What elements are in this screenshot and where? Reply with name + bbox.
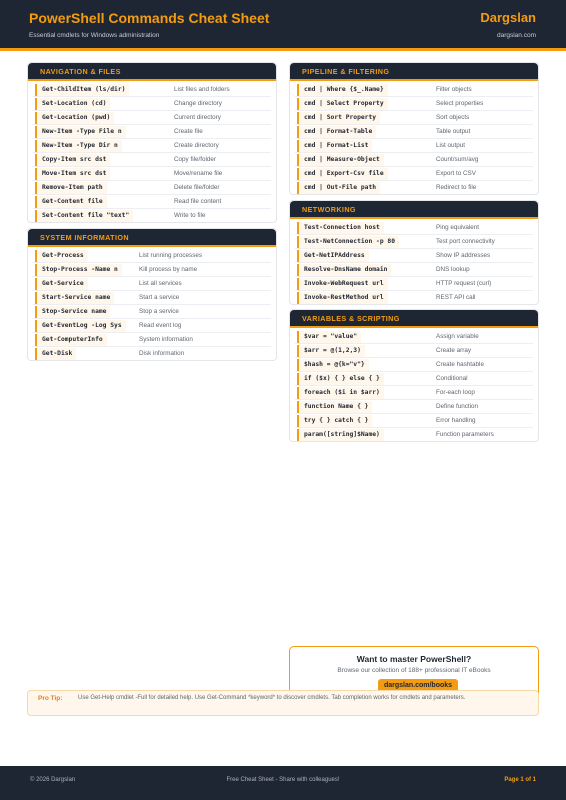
footer-page-number: Page 1 of 1	[504, 777, 536, 783]
command-code: Get-NetIPAddress	[297, 250, 369, 262]
command-code: Stop-Process -Name n	[35, 264, 122, 276]
command-code: Move-Item src dst	[35, 168, 110, 180]
command-code: Get-Disk	[35, 348, 76, 360]
command-code: $var = "value"	[297, 331, 361, 343]
command-description: Create file	[174, 128, 203, 135]
command-code: Get-Content file	[35, 196, 107, 208]
command-description: Delete file/folder	[174, 184, 220, 191]
command-description: Read event log	[139, 322, 182, 329]
brand-url: dargslan.com	[496, 32, 536, 39]
command-code: Get-Location (pwd)	[35, 112, 114, 124]
footer-copyright: © 2026 Dargslan	[30, 777, 76, 783]
command-description: Read file content	[174, 198, 222, 205]
command-description: System information	[139, 336, 193, 343]
command-code: cmd | Select Property	[297, 98, 388, 110]
command-description: List all services	[139, 280, 182, 287]
command-code: Resolve-DnsName domain	[297, 264, 391, 276]
command-row	[295, 428, 533, 442]
command-description: Sort objects	[436, 114, 470, 121]
section-header	[290, 63, 538, 79]
command-description: DNS lookup	[436, 266, 470, 273]
command-code: Remove-Item path	[35, 182, 107, 194]
command-row	[295, 125, 533, 139]
command-description: Function parameters	[436, 431, 494, 438]
command-list	[28, 79, 276, 223]
command-row	[33, 195, 271, 209]
section-title: PIPELINE & FILTERING	[302, 67, 390, 76]
command-description: Change directory	[174, 100, 222, 107]
command-row	[295, 153, 533, 167]
card-variables-scripting	[289, 309, 539, 442]
command-row	[33, 139, 271, 153]
books-link-button[interactable]: dargslan.com/books	[378, 679, 458, 693]
command-description: Disk information	[139, 350, 185, 357]
command-code: Get-EventLog -Log Sys	[35, 320, 126, 332]
command-row	[33, 333, 271, 347]
command-row	[295, 358, 533, 372]
command-code: Get-Process	[35, 250, 88, 262]
command-code: Set-Location (cd)	[35, 98, 110, 110]
command-code: Get-ComputerInfo	[35, 334, 107, 346]
command-code: Test-NetConnection -p 80	[297, 236, 399, 248]
command-row	[33, 319, 271, 333]
command-code: cmd | Where {$_.Name}	[297, 84, 388, 96]
card-navigation-files	[27, 62, 277, 223]
command-code: try { } catch { }	[297, 415, 372, 427]
command-description: Filter objects	[436, 86, 472, 93]
card-networking	[289, 200, 539, 305]
command-code: Invoke-RestMethod url	[297, 292, 388, 304]
command-row	[295, 372, 533, 386]
command-row	[295, 111, 533, 125]
command-code: param([string]$Name)	[297, 429, 384, 441]
command-row	[295, 235, 533, 249]
section-header	[28, 63, 276, 79]
command-code: cmd | Export-Csv file	[297, 168, 388, 180]
command-code: Test-Connection host	[297, 222, 384, 234]
command-row	[33, 291, 271, 305]
command-code: cmd | Format-List	[297, 140, 372, 152]
command-description: Assign variable	[436, 333, 479, 340]
command-description: Conditional	[436, 375, 468, 382]
command-code: Stop-Service name	[35, 306, 110, 318]
command-description: Create array	[436, 347, 471, 354]
command-description: Current directory	[174, 114, 221, 121]
command-description: Export to CSV	[436, 170, 476, 177]
promo-subtitle: Browse our collection of 188+ professional IT eBooks	[337, 667, 491, 674]
card-pipeline-filtering	[289, 62, 539, 195]
command-code: Copy-Item src dst	[35, 154, 110, 166]
header-accent-stripe	[0, 48, 566, 51]
command-row	[33, 167, 271, 181]
pro-tip-text: Use Get-Help cmdlet -Full for detailed help. Use Get-Command *keyword* to discover cmdlets. Tab completion works for cmdlets and parameters.	[78, 695, 466, 701]
command-code: New-Item -Type Dir n	[35, 140, 122, 152]
pro-tip-box	[27, 690, 539, 716]
command-row	[33, 263, 271, 277]
command-row	[295, 167, 533, 181]
command-description: Ping equivalent	[436, 224, 480, 231]
command-row	[295, 181, 533, 195]
command-row	[295, 139, 533, 153]
command-description: Define function	[436, 403, 479, 410]
command-row	[33, 83, 271, 97]
section-header	[290, 310, 538, 326]
command-description: List running processes	[139, 252, 203, 259]
command-description: Stop a service	[139, 308, 179, 315]
command-code: Get-ChildItem (ls/dir)	[35, 84, 129, 96]
section-header	[290, 201, 538, 217]
command-row	[295, 277, 533, 291]
footer-bar	[0, 766, 566, 800]
command-list	[28, 245, 276, 361]
command-code: cmd | Out-File path	[297, 182, 380, 194]
command-description: List output	[436, 142, 466, 149]
command-description: Select properties	[436, 100, 484, 107]
command-row	[295, 330, 533, 344]
command-description: Test port connectivity	[436, 238, 495, 245]
command-description: Create hashtable	[436, 361, 484, 368]
command-code: cmd | Measure-Object	[297, 154, 384, 166]
command-code: Set-Content file "text"	[35, 210, 133, 222]
brand-logo: Dargslan	[480, 10, 536, 25]
command-description: List files and folders	[174, 86, 230, 93]
command-code: Get-Service	[35, 278, 88, 290]
command-row	[33, 277, 271, 291]
command-code: $hash = @{k="v"}	[297, 359, 369, 371]
command-row	[33, 249, 271, 263]
command-description: Start a service	[139, 294, 180, 301]
command-row	[33, 97, 271, 111]
command-list	[290, 79, 538, 195]
command-code: New-Item -Type File n	[35, 126, 126, 138]
command-code: Invoke-WebRequest url	[297, 278, 388, 290]
page-title: PowerShell Commands Cheat Sheet	[29, 10, 270, 26]
header-bar	[0, 0, 566, 48]
command-description: REST API call	[436, 294, 476, 301]
command-row	[33, 111, 271, 125]
command-row	[295, 414, 533, 428]
pro-tip-label: Pro Tip:	[38, 695, 63, 702]
promo-title: Want to master PowerShell?	[356, 654, 472, 664]
command-description: Kill process by name	[139, 266, 198, 273]
section-title: NETWORKING	[302, 205, 356, 214]
command-code: Start-Service name	[35, 292, 114, 304]
section-title: NAVIGATION & FILES	[40, 67, 121, 76]
page-subtitle: Essential cmdlets for Windows administration	[29, 32, 160, 39]
command-description: Error handling	[436, 417, 476, 424]
command-row	[295, 221, 533, 235]
command-row	[295, 263, 533, 277]
command-description: Redirect to file	[436, 184, 477, 191]
command-row	[295, 249, 533, 263]
command-description: Show IP addresses	[436, 252, 491, 259]
section-title: SYSTEM INFORMATION	[40, 233, 129, 242]
command-row	[33, 305, 271, 319]
command-code: $arr = @(1,2,3)	[297, 345, 365, 357]
command-description: Table output	[436, 128, 471, 135]
command-row	[295, 97, 533, 111]
command-row	[295, 291, 533, 305]
section-title: VARIABLES & SCRIPTING	[302, 314, 400, 323]
command-description: Copy file/folder	[174, 156, 216, 163]
command-row	[33, 209, 271, 223]
command-row	[33, 125, 271, 139]
command-row	[33, 181, 271, 195]
command-description: Move/rename file	[174, 170, 223, 177]
command-code: cmd | Sort Property	[297, 112, 380, 124]
card-system-information	[27, 228, 277, 361]
section-header	[28, 229, 276, 245]
command-code: function Name { }	[297, 401, 372, 413]
command-row	[33, 347, 271, 361]
command-code: cmd | Format-Table	[297, 126, 376, 138]
command-row	[295, 400, 533, 414]
footer-share-note: Free Cheat Sheet - Share with colleagues!	[226, 777, 340, 783]
command-row	[33, 153, 271, 167]
command-code: foreach ($i in $arr)	[297, 387, 384, 399]
command-list	[290, 326, 538, 442]
command-description: Count/sum/avg	[436, 156, 479, 163]
command-description: For-each loop	[436, 389, 475, 396]
command-list	[290, 217, 538, 305]
command-row	[295, 344, 533, 358]
command-description: Create directory	[174, 142, 219, 149]
command-row	[295, 83, 533, 97]
command-description: HTTP request (curl)	[436, 280, 492, 287]
command-code: if ($x) { } else { }	[297, 373, 384, 385]
command-description: Write to file	[174, 212, 206, 219]
command-row	[295, 386, 533, 400]
